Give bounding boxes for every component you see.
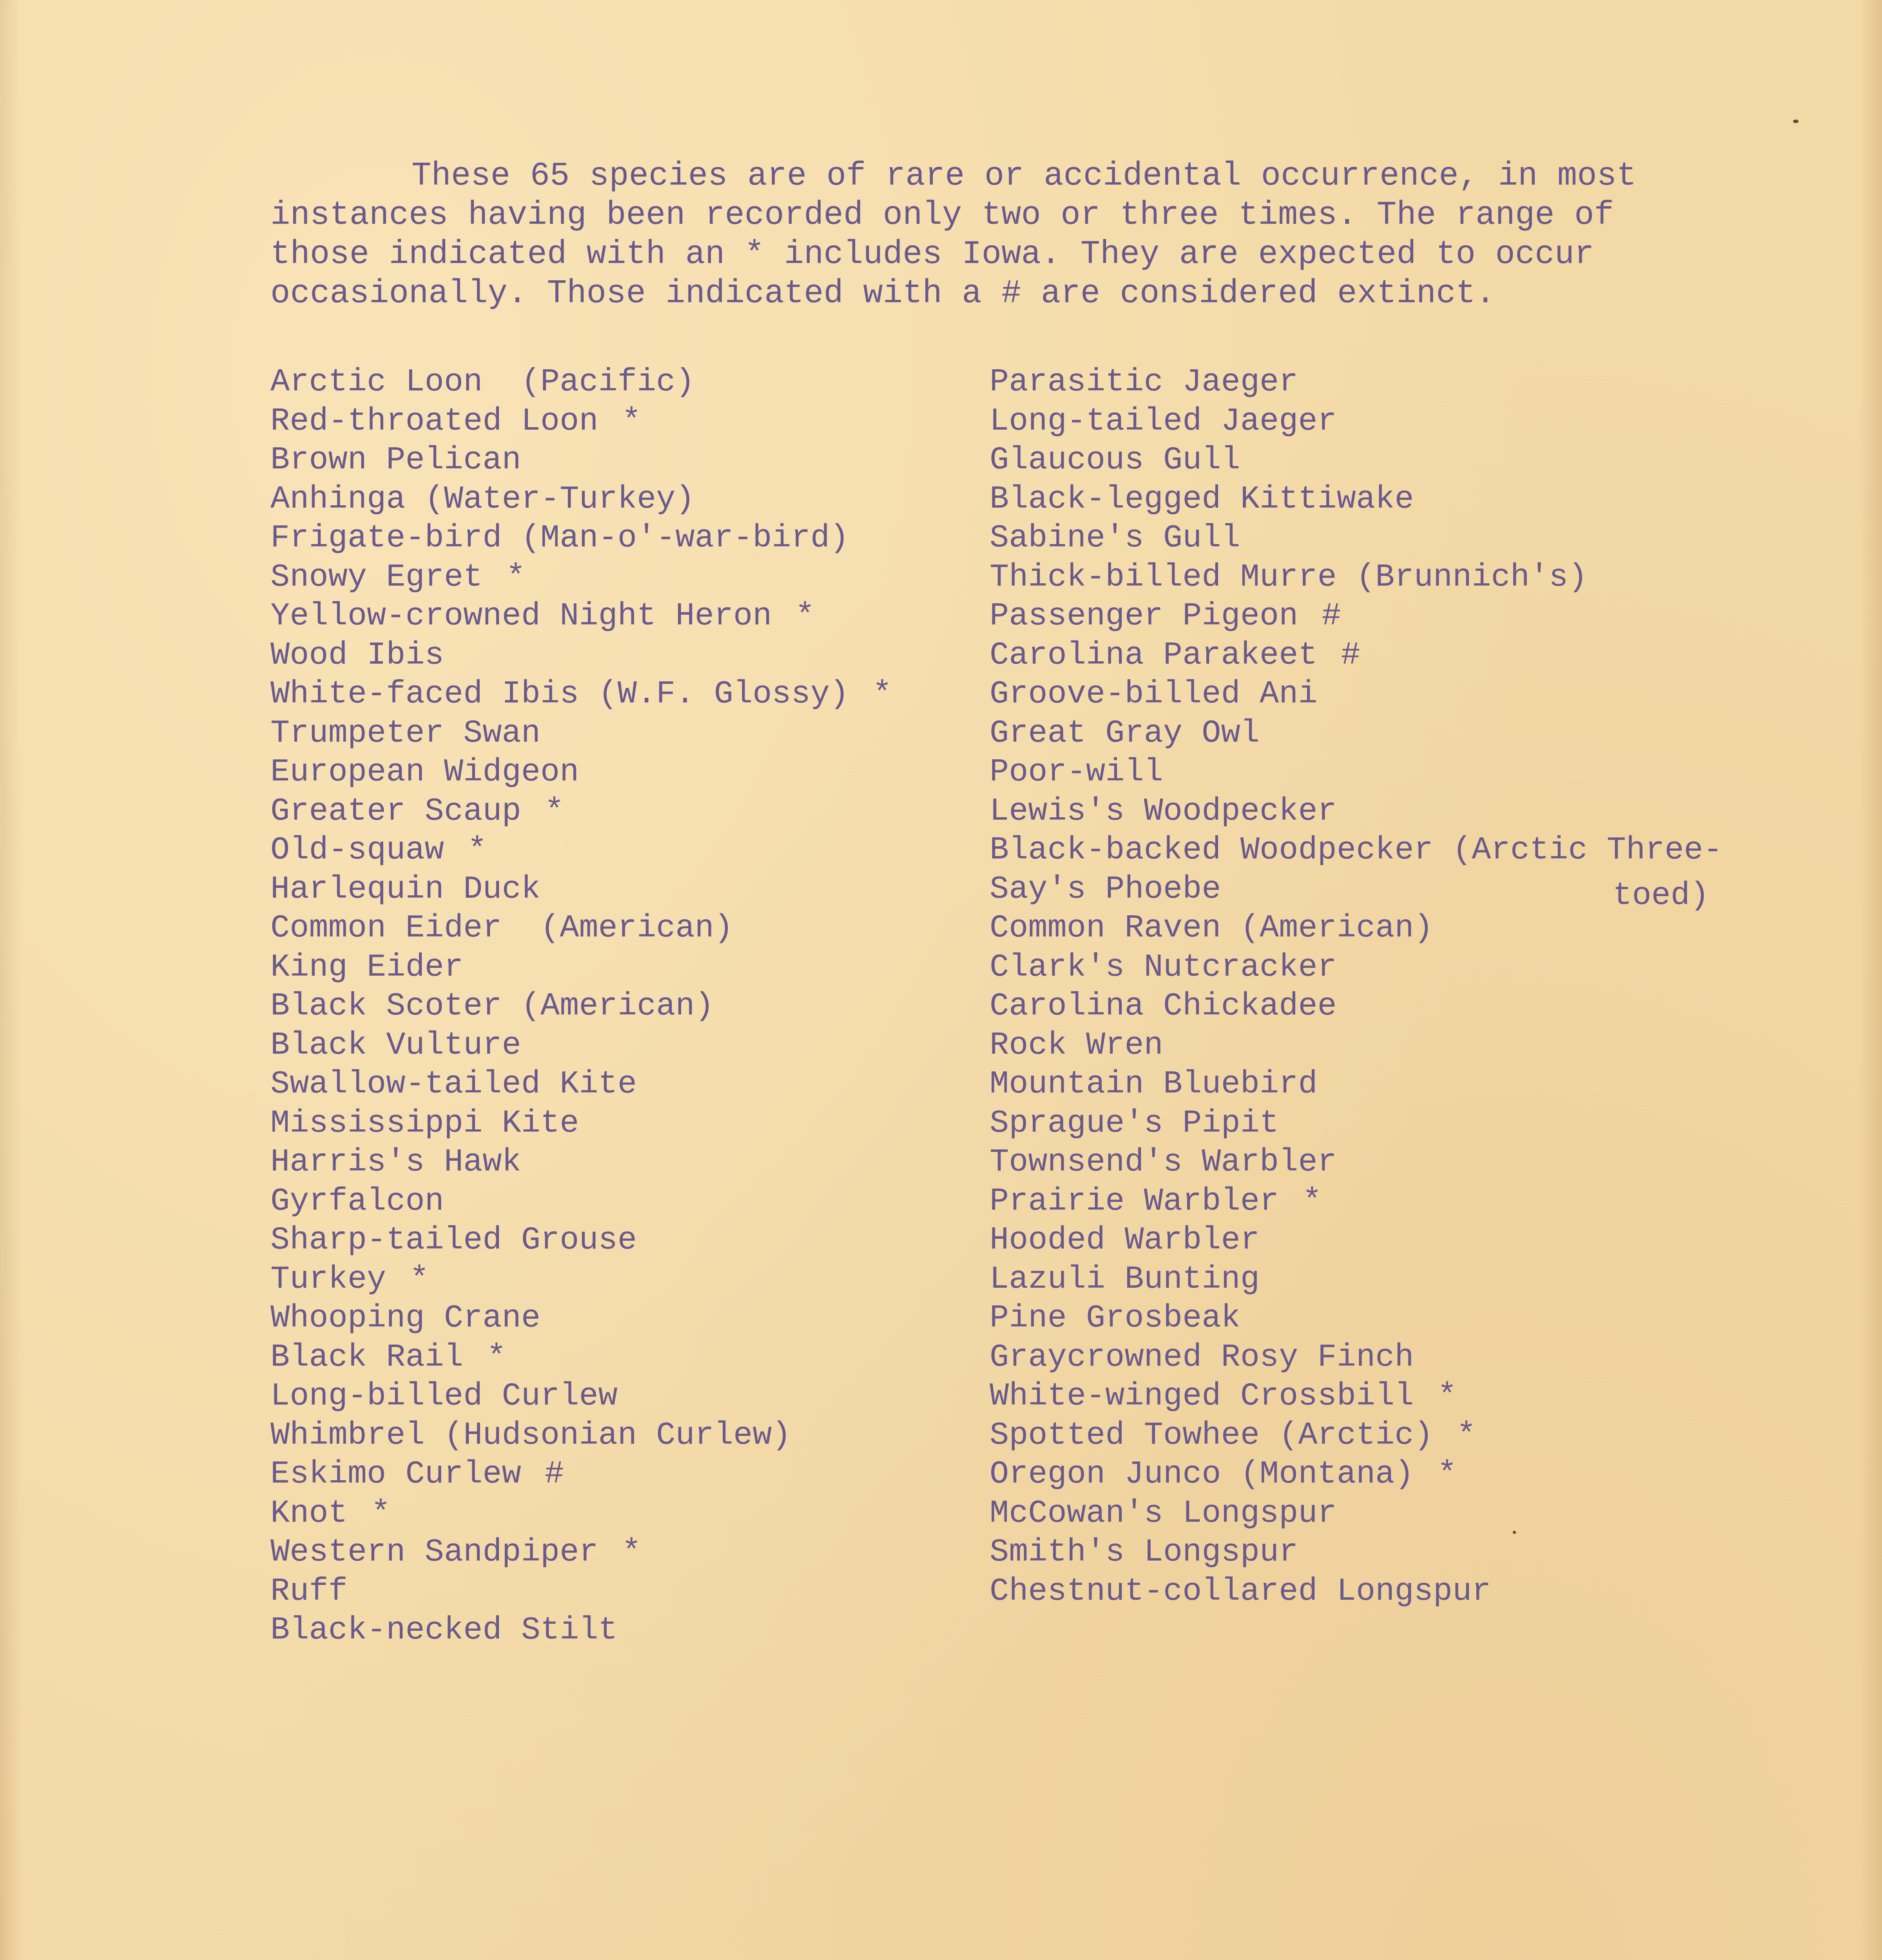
species-name: Rock Wren (990, 1027, 1163, 1063)
species-name: Spotted Towhee (Arctic) (990, 1417, 1433, 1454)
intro-line: occasionally. Those indicated with a # are considered extinct. (270, 275, 1496, 312)
species-name: Greater Scaup (270, 793, 521, 829)
species-list-left (270, 363, 976, 1650)
species-item (270, 519, 976, 558)
species-item (990, 1221, 1852, 1260)
species-mark: * (487, 1339, 506, 1376)
intro-paragraph (270, 157, 1650, 314)
species-mark: * (544, 793, 564, 829)
species-name: Say's Phoebe (990, 871, 1221, 907)
species-item (990, 1143, 1852, 1182)
species-list-right (990, 363, 1852, 1611)
species-mark: * (410, 1261, 429, 1298)
species-item (990, 441, 1852, 480)
species-name: Gyrfalcon (270, 1183, 444, 1220)
species-name: Great Gray Owl (990, 715, 1260, 751)
species-item (990, 714, 1852, 753)
species-name: McCowan's Longspur (990, 1495, 1337, 1532)
species-name: Arctic Loon (Pacific) (270, 364, 695, 400)
species-item (990, 1416, 1852, 1455)
species-name: Long-billed Curlew (270, 1378, 618, 1414)
species-name: Poor-will (990, 754, 1163, 790)
species-item (990, 1338, 1852, 1377)
species-item (990, 1026, 1852, 1065)
species-mark: * (1456, 1417, 1476, 1454)
species-item (270, 558, 976, 597)
species-item (270, 1455, 976, 1494)
species-item (270, 480, 976, 519)
species-name: Parasitic Jaeger (990, 364, 1298, 400)
species-item (270, 1338, 976, 1377)
species-item (270, 597, 976, 636)
species-item (990, 402, 1852, 441)
species-item (270, 1026, 976, 1065)
species-name: Carolina Parakeet (990, 637, 1318, 673)
species-item (990, 753, 1852, 792)
species-item (990, 987, 1852, 1026)
species-name: Lewis's Woodpecker (990, 793, 1337, 829)
species-name: Black-necked Stilt (270, 1612, 618, 1648)
species-mark: * (467, 832, 487, 868)
species-item (270, 1572, 976, 1611)
species-item (270, 1260, 976, 1299)
species-item (990, 636, 1852, 675)
species-name: Hooded Warbler (990, 1222, 1260, 1258)
species-name: Carolina Chickadee (990, 988, 1337, 1024)
species-name: Glaucous Gull (990, 442, 1240, 478)
species-item (990, 870, 1852, 909)
species-name: King Eider (270, 949, 464, 985)
species-item (270, 1143, 976, 1182)
species-name: White-winged Crossbill (990, 1378, 1414, 1414)
species-item (990, 558, 1852, 597)
species-item (990, 1533, 1852, 1572)
species-mark: * (872, 676, 892, 712)
species-item (990, 1377, 1852, 1416)
species-item (990, 948, 1852, 987)
species-name: Old-squaw (270, 832, 444, 868)
species-item (270, 1299, 976, 1338)
paper-speck (1793, 120, 1799, 123)
species-item (270, 675, 976, 714)
species-name: Brown Pelican (270, 442, 521, 478)
species-item (270, 870, 976, 909)
species-mark: * (622, 403, 641, 439)
species-item (990, 1182, 1852, 1221)
species-item (990, 1494, 1852, 1533)
species-item (270, 441, 976, 480)
species-name: Trumpeter Swan (270, 715, 540, 751)
species-name: Black-backed Woodpecker (Arctic Three- (990, 832, 1722, 868)
species-item (270, 909, 976, 948)
species-name: Graycrowned Rosy Finch (990, 1339, 1414, 1376)
species-name: Frigate-bird (Man-o'-war-bird) (270, 520, 849, 556)
species-item (270, 363, 976, 402)
species-name: Oregon Junco (Montana) (990, 1456, 1414, 1492)
species-name: Yellow-crowned Night Heron (270, 598, 772, 634)
species-name: Smith's Longspur (990, 1534, 1298, 1570)
species-name: Turkey (270, 1261, 386, 1298)
species-item (990, 1572, 1852, 1611)
species-name: Black Rail (270, 1339, 464, 1376)
species-item (270, 402, 976, 441)
species-name: Black Vulture (270, 1027, 521, 1063)
species-name: Lazuli Bunting (990, 1261, 1260, 1298)
species-item (990, 1455, 1852, 1494)
species-item (270, 753, 976, 792)
species-item (270, 1221, 976, 1260)
species-name: Groove-billed Ani (990, 676, 1318, 712)
species-name: Pine Grosbeak (990, 1300, 1240, 1336)
species-item (270, 1611, 976, 1650)
species-name: Whooping Crane (270, 1300, 540, 1336)
species-item (990, 1104, 1852, 1143)
species-name: Sharp-tailed Grouse (270, 1222, 637, 1258)
species-item (270, 714, 976, 753)
species-mark: # (1322, 598, 1341, 634)
species-item (990, 675, 1852, 714)
species-name: Chestnut-collared Longspur (990, 1573, 1491, 1610)
species-name: Wood Ibis (270, 637, 444, 673)
species-item (990, 1299, 1852, 1338)
species-name: Eskimo Curlew (270, 1456, 521, 1492)
species-name: Whimbrel (Hudsonian Curlew) (270, 1417, 791, 1454)
species-name: Anhinga (Water-Turkey) (270, 481, 695, 517)
species-item (270, 792, 976, 831)
species-name: Mountain Bluebird (990, 1066, 1318, 1102)
species-mark: * (1437, 1456, 1457, 1492)
species-name: Harris's Hawk (270, 1144, 521, 1180)
species-item (270, 1416, 976, 1455)
species-item (270, 1494, 976, 1533)
species-name: Sabine's Gull (990, 520, 1240, 556)
species-name: Prairie Warbler (990, 1183, 1279, 1220)
species-name: Townsend's Warbler (990, 1144, 1337, 1180)
species-name: Thick-billed Murre (Brunnich's) (990, 559, 1588, 595)
species-name: Red-throated Loon (270, 403, 598, 439)
species-name: Common Eider (American) (270, 910, 733, 946)
species-name: White-faced Ibis (W.F. Glossy) (270, 676, 849, 712)
species-mark: * (506, 559, 526, 595)
species-item (270, 987, 976, 1026)
species-item (990, 909, 1852, 948)
species-mark: * (1437, 1378, 1457, 1414)
intro-line: instances having been recorded only two or three times. The range of (270, 197, 1614, 234)
species-item (270, 1065, 976, 1104)
paper-speck (1513, 1531, 1516, 1534)
species-item (270, 1533, 976, 1572)
species-item (270, 1104, 976, 1143)
species-mark: # (544, 1456, 564, 1492)
species-name: Knot (270, 1495, 348, 1532)
species-mark: # (1341, 637, 1360, 673)
species-name: Sprague's Pipit (990, 1105, 1279, 1142)
species-item (270, 1182, 976, 1221)
species-name: Long-tailed Jaeger (990, 403, 1337, 439)
species-mark: * (622, 1534, 641, 1570)
species-item (990, 480, 1852, 519)
species-item (990, 1065, 1852, 1104)
species-name: Western Sandpiper (270, 1534, 598, 1570)
species-mark: * (795, 598, 815, 634)
species-name: Common Raven (American) (990, 910, 1433, 946)
species-name: Black Scoter (American) (270, 988, 714, 1024)
species-name: Passenger Pigeon (990, 598, 1298, 634)
species-item (270, 1377, 976, 1416)
species-item (270, 948, 976, 987)
species-item (990, 831, 1852, 870)
species-mark: * (1302, 1183, 1322, 1220)
species-name: Ruff (270, 1573, 348, 1610)
species-name: Black-legged Kittiwake (990, 481, 1414, 517)
species-item (990, 363, 1852, 402)
species-item (990, 597, 1852, 636)
species-item (270, 636, 976, 675)
species-name: Harlequin Duck (270, 871, 540, 907)
intro-line: These 65 species are of rare or accidental occurrence, in most (412, 158, 1637, 195)
species-item (990, 1260, 1852, 1299)
intro-line: those indicated with an * includes Iowa. They are expected to occur (270, 236, 1594, 273)
continued-text: toed) (1613, 877, 1710, 914)
species-name: Mississippi Kite (270, 1105, 579, 1142)
species-name: Swallow-tailed Kite (270, 1066, 637, 1102)
species-item (990, 792, 1852, 831)
species-item (990, 519, 1852, 558)
species-name: Snowy Egret (270, 559, 483, 595)
species-name: European Widgeon (270, 754, 579, 790)
species-item (270, 831, 976, 870)
species-mark: * (371, 1495, 391, 1532)
species-name: Clark's Nutcracker (990, 949, 1337, 985)
